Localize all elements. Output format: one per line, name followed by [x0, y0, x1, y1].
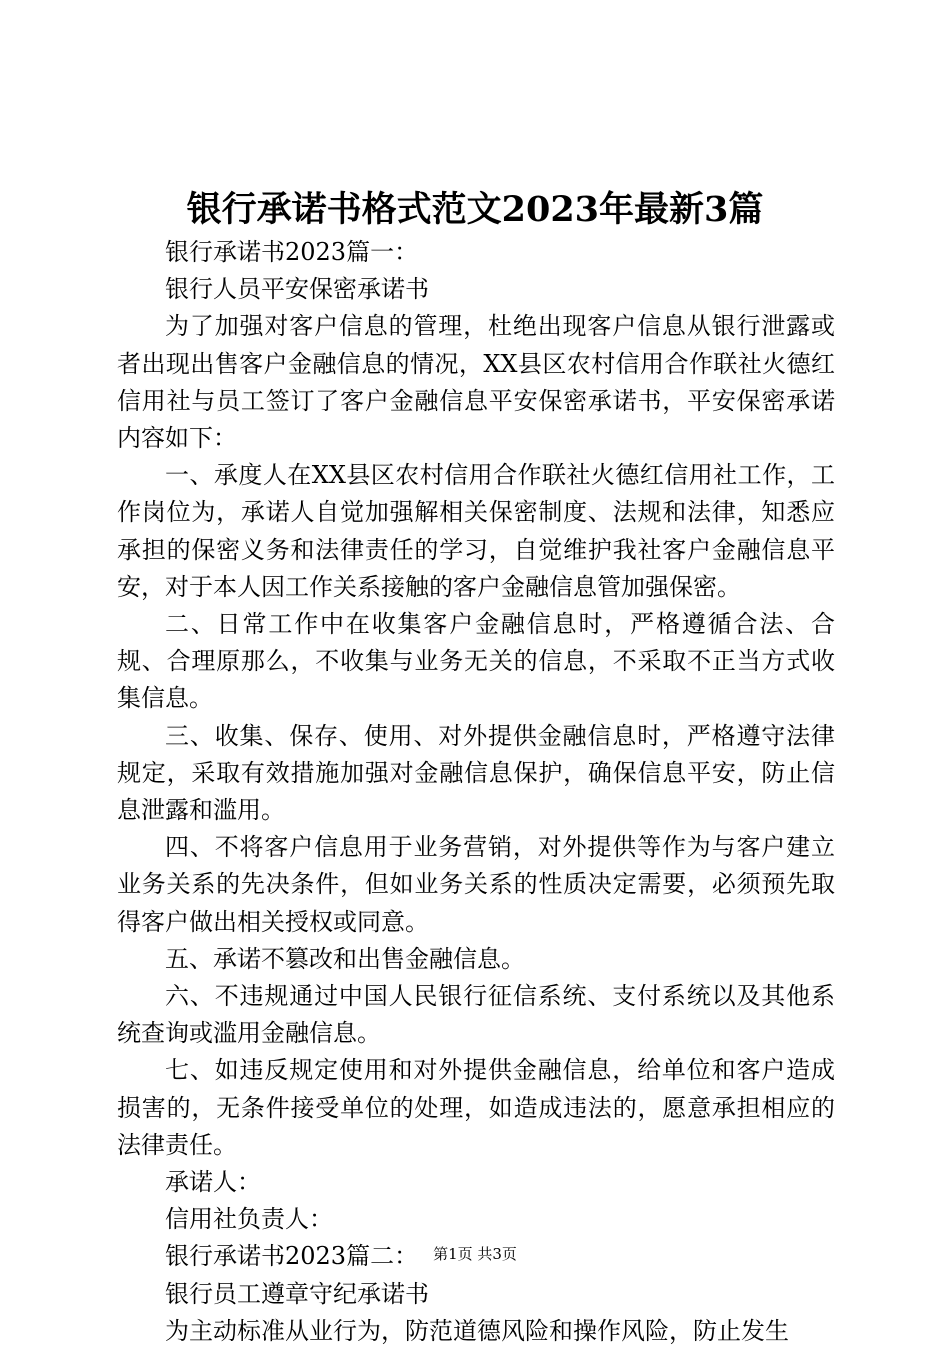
subtitle-1: 银行人员平安保密承诺书 [165, 275, 429, 304]
section-heading-2: 银行承诺书2023篇二： [165, 1242, 419, 1271]
section-heading-1: 银行承诺书2023篇一： [165, 238, 419, 266]
paragraph-item-3: 三、收集、保存、使用、对外提供金融信息时，严格遵守法律规定，采取有效措施加强对金融信息保护，确保信息平安，防止信息泄露和滥用。 [117, 721, 835, 825]
paragraph-item-1: 一、承度人在XX县区农村信用合作联社火德红信用社工作，工作岗位为，承诺人自觉加强解相关保密制度、法规和法律，知悉应承担的保密义务和法律责任的学习，自觉维护我社客户金融信息平安，对于本人因工作关系接触的客户金融信息管加强保密。 [117, 461, 835, 601]
paragraph-intro-2: 为主动标准从业行为，防范道德风险和操作风险，防止发生 [165, 1316, 789, 1345]
paragraph-item-2: 二、日常工作中在收集客户金融信息时，严格遵循合法、合规、合理原那么，不收集与业务无关的信息，不采取不正当方式收集信息。 [117, 610, 835, 713]
paragraph-intro: 为了加强对客户信息的管理，杜绝出现客户信息从银行泄露或者出现出售客户金融信息的情况，XX县区农村信用合作联社火德红信用社与员工签订了客户金融信息平安保密承诺书，平安保密承诺内容如下： [117, 312, 835, 453]
page-number: 第1页 共3页 [433, 1245, 517, 1263]
subtitle-2: 银行员工遵章守纪承诺书 [165, 1279, 429, 1308]
paragraph-item-6: 六、不违规通过中国人民银行征信系统、支付系统以及其他系统查询或滥用金融信息。 [117, 982, 835, 1048]
document-body [117, 234, 835, 1350]
document-title: 银行承诺书格式范文2023年最新3篇 [186, 189, 764, 230]
paragraph-item-4: 四、不将客户信息用于业务营销，对外提供等作为与客户建立业务关系的先决条件，但如业务关系的性质决定需要，必须预先取得客户做出相关授权或同意。 [117, 833, 835, 936]
signature-promisor: 承诺人： [165, 1168, 261, 1197]
signature-head: 信用社负责人： [165, 1205, 333, 1234]
paragraph-item-5: 五、承诺不篡改和出售金融信息。 [165, 944, 525, 973]
paragraph-item-7: 七、如违反规定使用和对外提供金融信息，给单位和客户造成损害的，无条件接受单位的处理，如造成违法的，愿意承担相应的法律责任。 [117, 1056, 835, 1159]
